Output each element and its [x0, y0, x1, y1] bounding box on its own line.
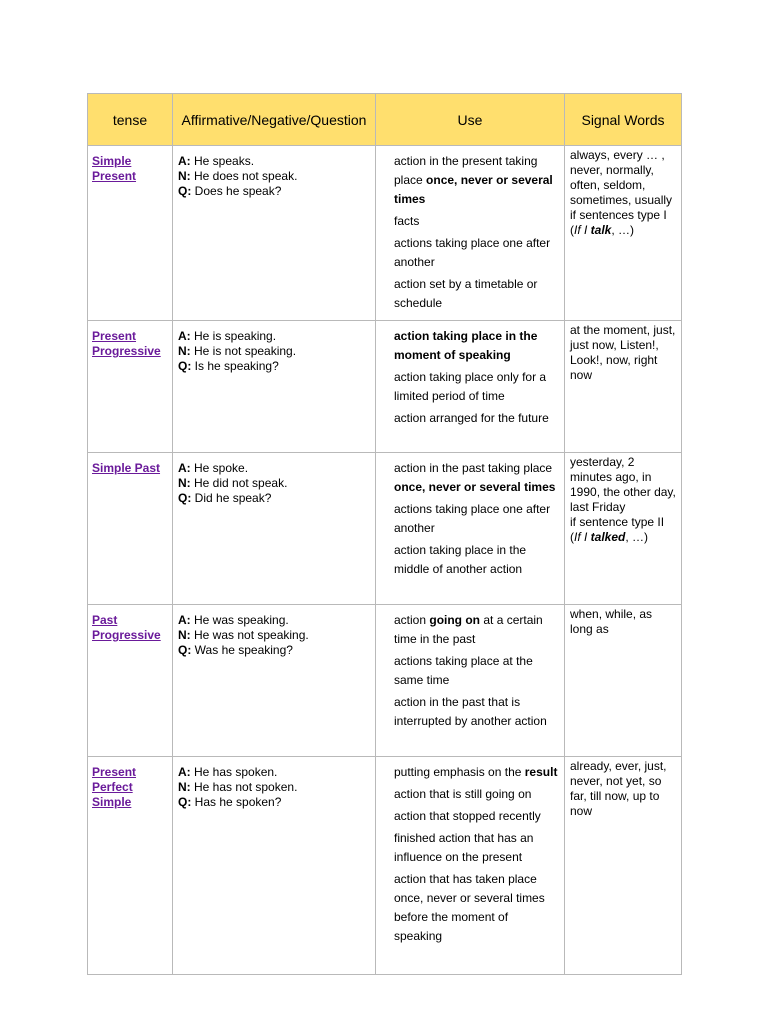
use-cell	[376, 146, 565, 321]
use-text: once, never or several times	[394, 480, 556, 494]
tense-link[interactable]	[92, 154, 168, 184]
use-item	[394, 611, 558, 649]
use-item	[394, 541, 558, 579]
tense-link-text: Progressive	[92, 344, 161, 358]
form-example: He speaks.	[190, 154, 255, 168]
signal-line	[570, 530, 677, 545]
form-key: Q:	[178, 795, 192, 809]
tense-link-text: Past	[92, 613, 118, 627]
form-key: N:	[178, 169, 191, 183]
tense-link-text: Simple Past	[92, 461, 161, 475]
tense-cell	[88, 757, 173, 975]
signal-line	[570, 223, 677, 238]
signal-text: already, ever, just, never, not yet, so far, till now, up to now	[570, 759, 667, 818]
signal-text: talked	[590, 530, 626, 544]
forms-cell	[173, 605, 376, 757]
signal-text: talk	[590, 223, 612, 237]
form-key: A:	[178, 461, 191, 475]
form-example: He did not speak.	[190, 476, 288, 490]
form-key: N:	[178, 476, 191, 490]
header-tense: tense	[88, 94, 173, 146]
signal-text: if sentence type II	[570, 515, 665, 529]
form-key: N:	[178, 780, 191, 794]
tenses-table	[87, 93, 682, 975]
header-forms: Affirmative/Negative/Question	[173, 94, 376, 146]
signal-line	[570, 323, 677, 383]
use-text: action taking place only for a limited period of time	[394, 370, 547, 403]
tense-link[interactable]	[92, 613, 168, 643]
form-line	[178, 154, 371, 169]
signal-text: , …)	[611, 223, 635, 237]
form-example: He was not speaking.	[190, 628, 309, 642]
use-text: action	[394, 613, 430, 627]
signal-words-cell	[565, 757, 682, 975]
tense-link-text: Present	[92, 765, 137, 779]
use-item	[394, 275, 558, 313]
form-example: He has spoken.	[190, 765, 278, 779]
tense-link-text: Simple	[92, 154, 132, 168]
signal-words-cell	[565, 146, 682, 321]
use-item	[394, 327, 558, 365]
form-example: Did he speak?	[191, 491, 272, 505]
tense-link-text: Progressive	[92, 628, 161, 642]
use-item	[394, 829, 558, 867]
header-signal-words: Signal Words	[565, 94, 682, 146]
use-text: action taking place in the moment of speaking	[394, 329, 538, 362]
tense-link[interactable]	[92, 461, 168, 476]
form-line	[178, 329, 371, 344]
use-text: putting emphasis on the	[394, 765, 525, 779]
use-text: once, never or several times	[394, 173, 553, 206]
use-cell	[376, 453, 565, 605]
form-line	[178, 359, 371, 374]
form-key: A:	[178, 613, 191, 627]
use-item	[394, 693, 558, 731]
form-key: Q:	[178, 184, 192, 198]
use-text: actions taking place one after another	[394, 502, 551, 535]
use-item	[394, 807, 558, 826]
signal-words-cell	[565, 605, 682, 757]
form-key: A:	[178, 329, 191, 343]
form-key: A:	[178, 154, 191, 168]
forms-cell	[173, 453, 376, 605]
signal-line	[570, 607, 677, 637]
signal-text: (	[570, 223, 574, 237]
use-text: going on	[429, 613, 481, 627]
use-text: action in the past that is interrupted by another action	[394, 695, 547, 728]
signal-text: when, while, as long as	[570, 607, 653, 636]
use-item	[394, 870, 558, 946]
signal-text: at the moment, just, just now, Listen!, Look!, now, right now	[570, 323, 676, 382]
form-line	[178, 765, 371, 780]
signal-text: (	[570, 530, 574, 544]
tense-link-text: Present	[92, 169, 137, 183]
use-item	[394, 409, 558, 428]
use-item	[394, 368, 558, 406]
use-text: action arranged for the future	[394, 411, 549, 425]
tense-cell	[88, 453, 173, 605]
form-line	[178, 643, 371, 658]
signal-line	[570, 148, 677, 208]
table-body	[88, 146, 682, 975]
form-example: Has he spoken?	[191, 795, 282, 809]
use-item	[394, 459, 558, 497]
form-example: He is not speaking.	[190, 344, 297, 358]
header-use: Use	[376, 94, 565, 146]
form-example: He is speaking.	[190, 329, 277, 343]
tense-link-text: Simple	[92, 795, 132, 809]
use-item	[394, 763, 558, 782]
form-example: He was speaking.	[190, 613, 289, 627]
tense-link-text: Perfect	[92, 780, 133, 794]
forms-cell	[173, 757, 376, 975]
signal-line	[570, 455, 677, 515]
use-text: action taking place in the middle of another action	[394, 543, 527, 576]
use-text: action set by a timetable or schedule	[394, 277, 538, 310]
use-text: action in the present taking place	[394, 154, 538, 187]
use-text: action that stopped recently	[394, 809, 541, 823]
form-key: Q:	[178, 491, 192, 505]
table-row	[88, 146, 682, 321]
use-text: actions taking place at the same time	[394, 654, 533, 687]
signal-text: if sentences type I	[570, 208, 667, 222]
signal-line	[570, 208, 677, 223]
table-row	[88, 605, 682, 757]
form-line	[178, 780, 371, 795]
forms-cell	[173, 321, 376, 453]
form-example: He has not spoken.	[190, 780, 298, 794]
table-row	[88, 321, 682, 453]
signal-words-cell	[565, 453, 682, 605]
form-line	[178, 628, 371, 643]
table-row	[88, 757, 682, 975]
form-line	[178, 476, 371, 491]
signal-line	[570, 759, 677, 819]
use-text: result	[524, 765, 558, 779]
use-item	[394, 212, 558, 231]
form-key: A:	[178, 765, 191, 779]
tense-cell	[88, 605, 173, 757]
tense-link[interactable]	[92, 329, 168, 359]
form-line	[178, 461, 371, 476]
signal-text: , …)	[625, 530, 649, 544]
form-line	[178, 344, 371, 359]
signal-text: If I	[574, 223, 591, 237]
form-key: Q:	[178, 359, 192, 373]
header-row	[88, 94, 682, 146]
form-example: He does not speak.	[190, 169, 298, 183]
use-item	[394, 785, 558, 804]
use-text: facts	[394, 214, 420, 228]
signal-line	[570, 515, 677, 530]
signal-text: always, every … , never, normally, often, seldom, sometimes, usually	[570, 148, 673, 207]
use-cell	[376, 757, 565, 975]
use-text: finished action that has an influence on the present	[394, 831, 534, 864]
use-cell	[376, 605, 565, 757]
form-key: Q:	[178, 643, 192, 657]
form-example: Was he speaking?	[191, 643, 293, 657]
form-example: Does he speak?	[191, 184, 282, 198]
form-example: He spoke.	[190, 461, 249, 475]
form-example: Is he speaking?	[191, 359, 279, 373]
form-line	[178, 169, 371, 184]
use-text: at a certain time in the past	[394, 613, 543, 646]
form-key: N:	[178, 344, 191, 358]
use-item	[394, 652, 558, 690]
use-text: actions taking place one after another	[394, 236, 551, 269]
tense-cell	[88, 146, 173, 321]
use-text: action that has taken place once, never or several times before the moment of speaking	[394, 872, 545, 943]
tense-link[interactable]	[92, 765, 168, 810]
use-item	[394, 500, 558, 538]
use-item	[394, 234, 558, 272]
signal-text: If I	[574, 530, 591, 544]
form-line	[178, 613, 371, 628]
use-cell	[376, 321, 565, 453]
forms-cell	[173, 146, 376, 321]
use-text: action that is still going on	[394, 787, 532, 801]
tense-link-text: Present	[92, 329, 137, 343]
use-text: action in the past taking place	[394, 461, 553, 475]
table-row	[88, 453, 682, 605]
form-line	[178, 491, 371, 506]
form-line	[178, 184, 371, 199]
tense-cell	[88, 321, 173, 453]
signal-text: yesterday, 2 minutes ago, in 1990, the other day, last Friday	[570, 455, 676, 514]
form-key: N:	[178, 628, 191, 642]
form-line	[178, 795, 371, 810]
signal-words-cell	[565, 321, 682, 453]
use-item	[394, 152, 558, 209]
